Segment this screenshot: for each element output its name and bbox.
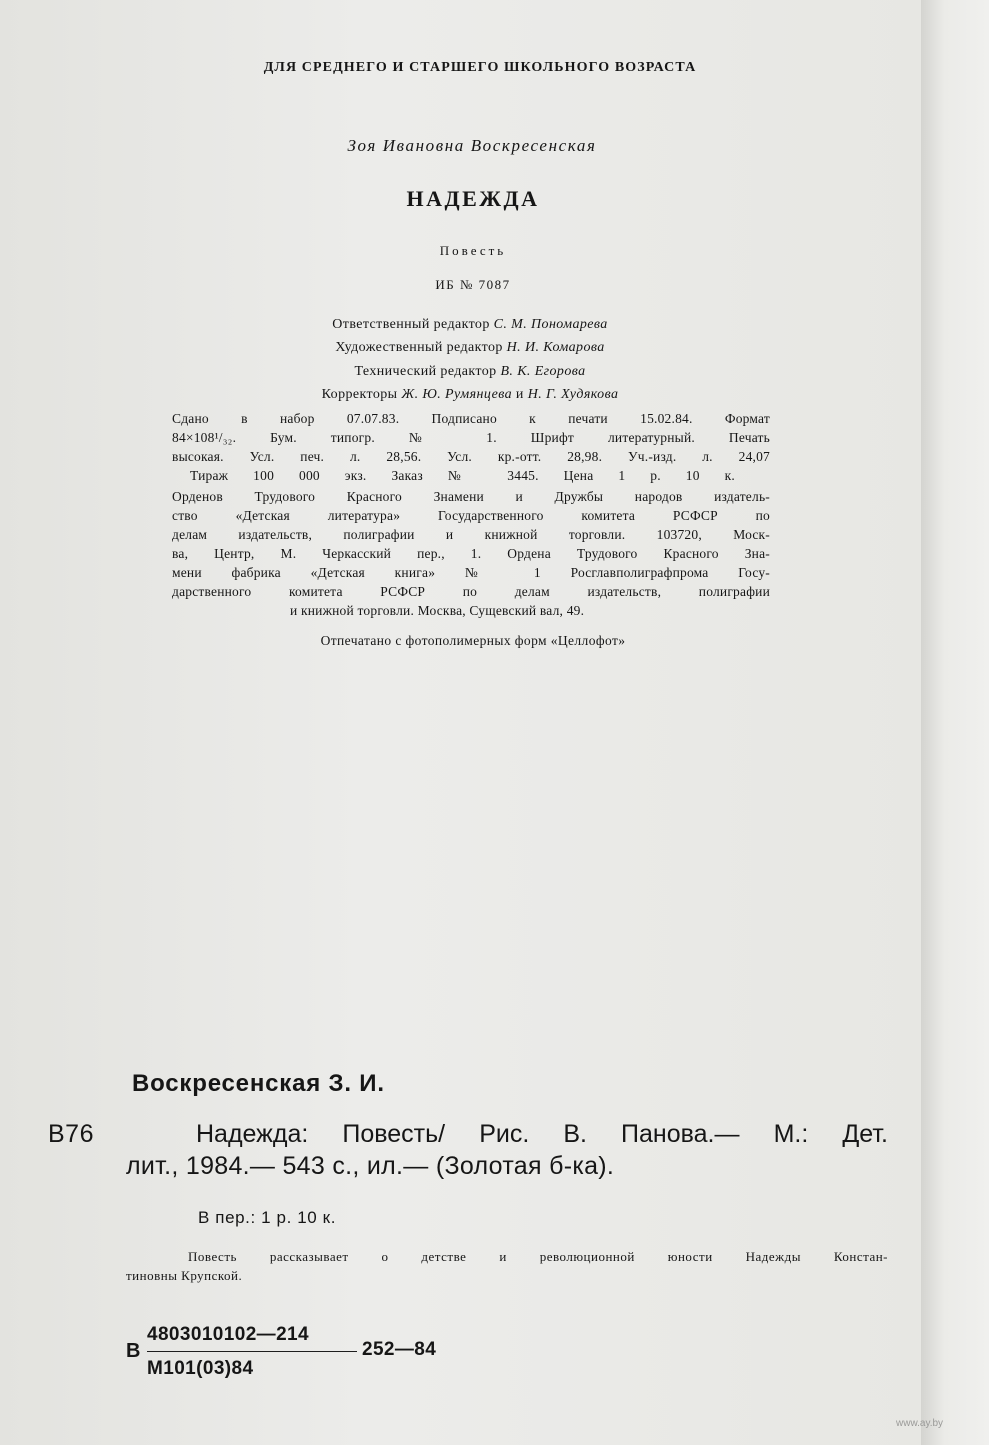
credit-name: Ж. Ю. Румянцева xyxy=(401,387,512,402)
credit-role: Корректоры xyxy=(321,387,398,402)
credit-role: Художественный редактор xyxy=(335,340,503,355)
printing-note: Отпечатано с фотополимерных форм «Целлофот» xyxy=(320,633,626,648)
annotation-line: тиновны Крупской. xyxy=(126,1268,243,1283)
book-title: НАДЕЖДА xyxy=(406,186,540,211)
index-fraction-rule xyxy=(147,1351,357,1352)
genre-label: Повесть xyxy=(439,243,507,258)
site-watermark: www.ay.by xyxy=(896,1418,944,1429)
imprint-line: 84×108¹/₃₂. Бум. типогр. № 1. Шрифт литературный. Печать xyxy=(172,430,770,445)
credit-role: Ответственный редактор xyxy=(332,317,490,332)
credit-art-editor xyxy=(0,340,940,356)
publisher-line: делам издательств, полиграфии и книжной торговли. 103720, Моск- xyxy=(172,527,770,542)
publisher-line: ва, Центр, М. Черкасский пер., 1. Ордена Трудового Красного Зна- xyxy=(172,546,770,561)
imprint-line: Тираж 100 000 экз. Заказ № 3445. Цена 1 р. 10 к. xyxy=(190,468,735,483)
imprint-line: Сдано в набор 07.07.83. Подписано к печати 15.02.84. Формат xyxy=(172,411,770,426)
index-numerator: 4803010102—214 xyxy=(147,1324,309,1345)
credit-name: С. М. Пономарева xyxy=(493,317,608,332)
ib-number: ИБ № 7087 xyxy=(435,277,511,292)
annotation-line: Повесть рассказывает о детстве и революционной юности Надежды Констан- xyxy=(188,1249,888,1264)
index-suffix: 252—84 xyxy=(362,1339,437,1360)
publisher-line: Орденов Трудового Красного Знамени и Дружбы народов издатель- xyxy=(172,489,770,504)
imprint-line: высокая. Усл. печ. л. 28,56. Усл. кр.-отт. 28,98. Уч.-изд. л. 24,07 xyxy=(172,449,770,464)
credit-joiner: и xyxy=(515,387,524,402)
index-denominator: М101(03)84 xyxy=(147,1358,254,1379)
catalog-code: В76 xyxy=(48,1120,94,1148)
catalog-price: В пер.: 1 р. 10 к. xyxy=(198,1208,337,1227)
credit-responsible-editor xyxy=(0,317,940,333)
publisher-line: и книжной торговли. Москва, Сущевский вал, 49. xyxy=(290,603,585,618)
series-line: ДЛЯ СРЕДНЕГО И СТАРШЕГО ШКОЛЬНОГО ВОЗРАСТА xyxy=(263,60,697,75)
author-full-name: Зоя Ивановна Воскресенская xyxy=(347,136,597,155)
credit-proofreaders xyxy=(0,387,940,403)
credit-technical-editor xyxy=(0,364,940,380)
index-letter: В xyxy=(126,1340,141,1362)
catalog-description-line: Надежда: Повесть/ Рис. В. Панова.— М.: Дет. xyxy=(196,1120,888,1148)
page-edge-shadow xyxy=(921,0,989,1445)
catalog-author-heading: Воскресенская З. И. xyxy=(132,1070,385,1097)
publisher-line: дарственного комитета РСФСР по делам издательств, полиграфии xyxy=(172,584,770,599)
publisher-line: ство «Детская литература» Государственного комитета РСФСР по xyxy=(172,508,770,523)
credit-role: Технический редактор xyxy=(354,364,497,379)
credit-name: В. К. Егорова xyxy=(500,364,586,379)
credit-name: Н. И. Комарова xyxy=(506,340,605,355)
catalog-description-line: лит., 1984.— 543 с., ил.— (Золотая б-ка). xyxy=(126,1152,615,1180)
publisher-line: мени фабрика «Детская книга» № 1 Росглавполиграфпрома Госу- xyxy=(172,565,770,580)
credit-name-2: Н. Г. Худякова xyxy=(527,387,619,402)
